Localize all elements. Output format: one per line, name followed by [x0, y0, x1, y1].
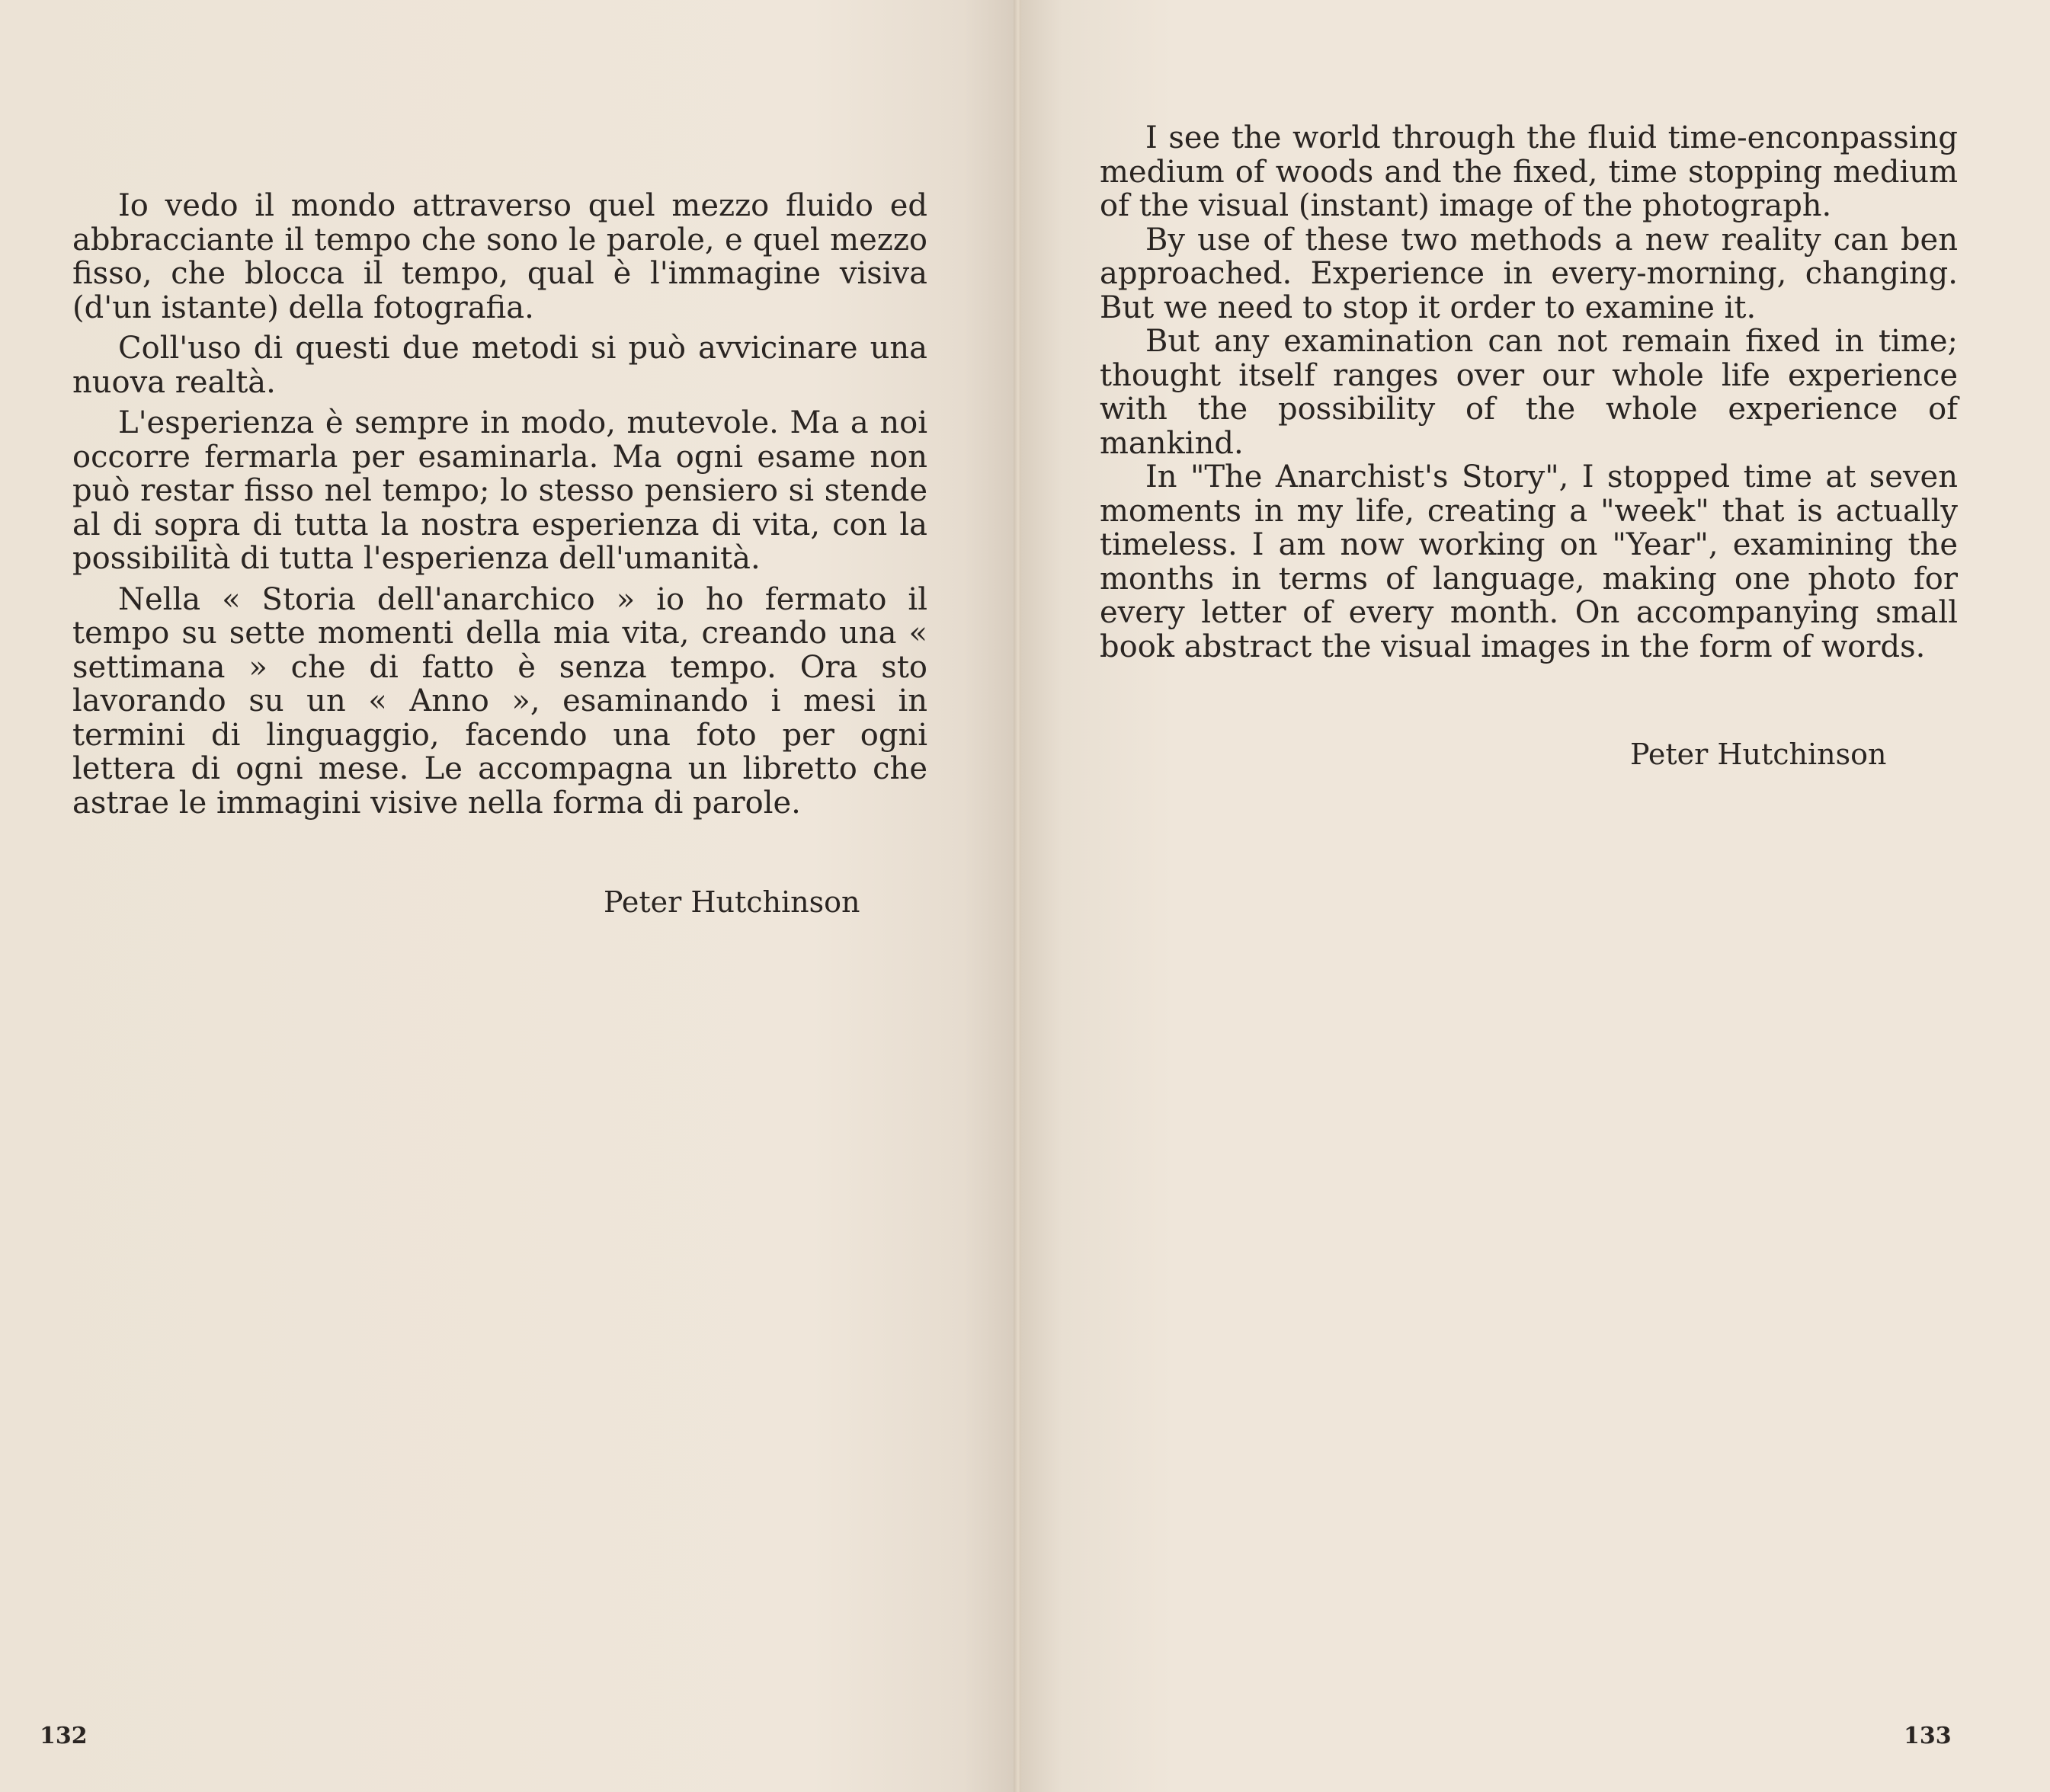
right-signature: Peter Hutchinson [1630, 738, 1887, 771]
left-paragraph-2: Coll'uso di questi due metodi si può avvicinare una nuova realtà. [72, 331, 927, 400]
right-paragraph-2: By use of these two methods a new reality can ben approached. Experience in every-morning, changing. But we need to stop it order to examine it. [1100, 222, 1958, 325]
right-paragraph-3: But any examination can not remain fixed in time; thought itself ranges over our whole life experience with the possibility of the whole experience of mankind. [1100, 324, 1958, 461]
right-page-number: 133 [1904, 1723, 1952, 1749]
left-paragraph-4: Nella « Storia dell'anarchico » io ho fermato il tempo su sette momenti della mia vita, creando una « settimana » che di fatto è senza tempo. Ora sto lavorando su un « Anno », esaminando i mesi in termini di linguaggio, facendo una foto per ogni lettera di ogni mese. Le accompagna un libretto che astrae le immagini visive nella forma di parole. [72, 581, 927, 821]
right-page-body [1100, 121, 1958, 664]
left-page [0, 0, 1014, 1792]
left-paragraph-1: Io vedo il mondo attraverso quel mezzo fluido ed abbracciante il tempo che sono le parole, e quel mezzo fisso, che blocca il tempo, qual è l'immagine visiva (d'un istante) della fotografia. [72, 188, 927, 325]
right-paragraph-1: I see the world through the fluid time-enconpassing medium of woods and the fixed, time stopping medium of the visual (instant) image of the photograph. [1100, 120, 1958, 223]
left-paragraph-3: L'esperienza è sempre in modo, mutevole. Ma a noi occorre fermarla per esaminarla. Ma ogni esame non può restar fisso nel tempo; lo stesso pensiero si stende al di sopra di tutta la nostra esperienza di vita, con la possibilità di tutta l'esperienza dell'umanità. [72, 405, 927, 576]
right-paragraph-4: In "The Anarchist's Story", I stopped time at seven moments in my life, creating a "week" that is actually timeless. I am now working on "Year", examining the months in terms of language, making one photo for every letter of every month. On accompanying small book abstract the visual images in the form of words. [1100, 459, 1958, 664]
left-signature: Peter Hutchinson [604, 885, 860, 919]
left-page-body [72, 189, 927, 827]
left-page-number: 132 [40, 1723, 88, 1749]
